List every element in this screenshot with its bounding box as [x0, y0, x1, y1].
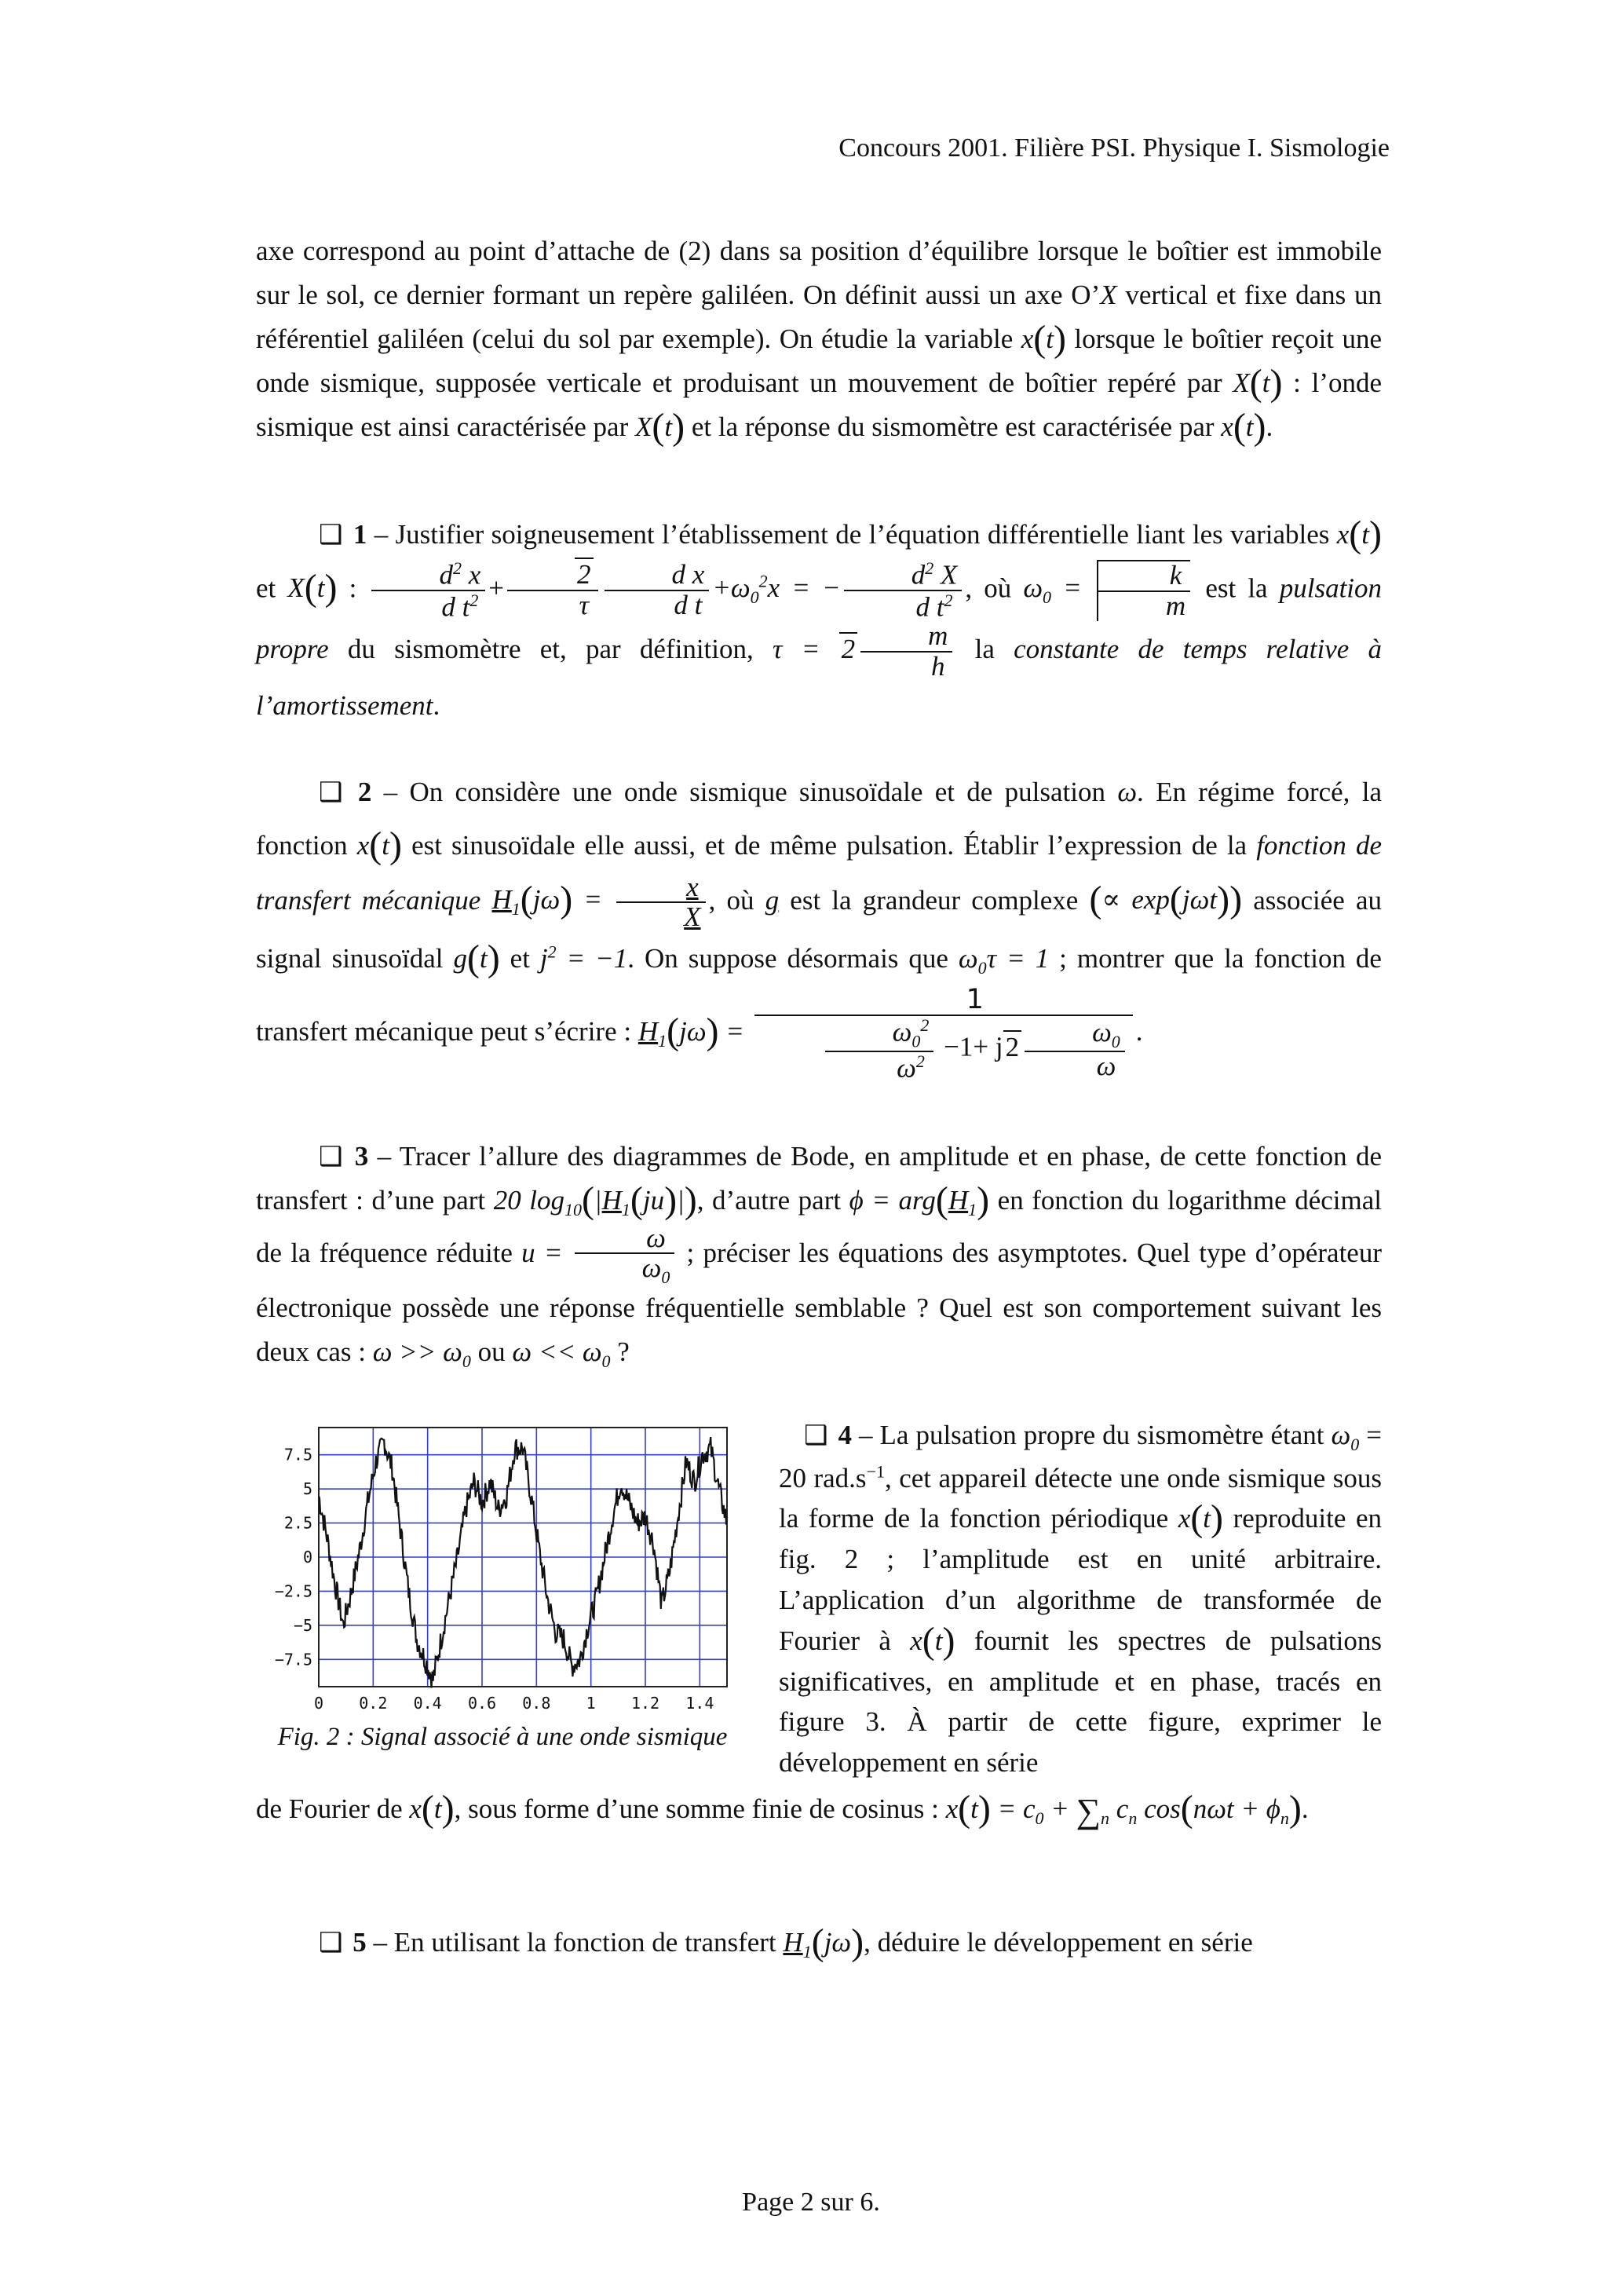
- question-4: ❑ 4 – La pulsation propre du sismomètre étant $\omega_0 = 20$ $rad.s^{-1}$, cet appareil détecte une onde sismique sous la forme de la fonction périodique x(t) reproduite en fig. 2 ; l’amplitude est en unité arbitraire. L’application d’un algorithme de transformée de Fourier à x(t) fournit les spectres de pulsations significatives, en amplitude et en phase, tracés en figure 3. À partir de cette figure, exprimer le développement en série: [779, 1420, 1383, 1779]
- checkbox-icon: ❑: [319, 1929, 343, 1958]
- page-header: Concours 2001. Filière PSI. Physique I. Sismologie: [838, 133, 1390, 163]
- y-tick-label: 5: [302, 1479, 312, 1499]
- y-tick-label: −5: [293, 1615, 312, 1635]
- figure-caption: Fig. 2 : Signal associé à une onde sismique: [277, 1723, 728, 1751]
- question-5: ❑ 5 – En utilisant la fonction de transfert $H_1(j\omega)$, déduire le développement en série: [319, 1921, 1253, 1963]
- x-tick-label: 0.8: [522, 1694, 551, 1713]
- checkbox-icon: ❑: [319, 521, 343, 550]
- question-1: ❑ 1 – Justifier soigneusement l’établissement de l’équation différentielle liant les variables x(t) et X(t) : $\frac{d^2 x}{d t^2}$ + $\frac{2}{\tau}$ $\frac{\text{d x}}{\text{d t}}$ $+\omega_0^2x$ = − $\frac{d^2 X}{d t^2}$ , où $\omega_0$ = $\frac{k}{m}$ est la pulsation propre du sismomètre et, par définition, τ = 2 $\frac{m}{h}$ la constante de temps relative à l’amortissement.: [256, 514, 1383, 721]
- figure-2: [264, 1420, 743, 1725]
- checkbox-icon: ❑: [804, 1421, 828, 1450]
- question-4-continued: de Fourier de x(t), sous forme d’une somme finie de cosinus : $x(t) = c_0 + \sum_n$ $c_n$ $\cos(n\omega t + \phi_n)$.: [256, 1788, 1309, 1830]
- y-tick-label: 7.5: [283, 1445, 312, 1464]
- signal-chart: [264, 1420, 735, 1718]
- x-tick-label: 1.2: [630, 1694, 660, 1713]
- x-tick-label: 0.4: [413, 1694, 442, 1713]
- x-tick-label: 1.4: [685, 1694, 714, 1713]
- intro-text: axe correspond au point d’attache de (2) dans sa position d’équilibre lorsque le boîtier est immobile sur le sol, ce dernier formant un repère galiléen. On définit aussi un axe O’X vertical et fixe dans un référentiel galiléen (celui du sol par exemple). On étudie la variable x(t) lorsque le boîtier reçoit une onde sismique, supposée verticale et produisant un mouvement de boîtier repéré par X(t) : l’onde sismique est ainsi caractérisée par X(t) et la réponse du sismomètre est caractérisée par x(t).: [256, 236, 1383, 448]
- x-tick-label: 1: [586, 1694, 596, 1713]
- intro-paragraph: [256, 229, 1382, 449]
- checkbox-icon: ❑: [319, 778, 343, 807]
- question-3: ❑ 3 – Tracer l’allure des diagrammes de Bode, en amplitude et en phase, de cette fonction de transfert : d’une part 20 $\log_{10}(|H_1(ju)|)$, d’autre part $\phi = arg(H_1)$ en fonction du logarithme décimal de la fréquence réduite u = $\frac{\omega}{\omega_0}$ ; préciser les équations des asymptotes. Quel type d’opérateur électronique possède une réponse fréquentielle semblable ? Quel est son comportement suivant les deux cas : $\omega >> \omega_0$ ou $\omega << \omega_0$ ?: [256, 1141, 1383, 1372]
- y-tick-label: −2.5: [274, 1581, 312, 1601]
- y-tick-label: 0: [302, 1548, 312, 1567]
- page-footer: Page 2 sur 6.: [742, 2188, 880, 2217]
- checkbox-icon: ❑: [319, 1143, 343, 1172]
- y-tick-label: 2.5: [283, 1513, 312, 1533]
- chart-background: [264, 1420, 735, 1718]
- x-tick-label: 0: [313, 1694, 324, 1713]
- x-tick-label: 0.2: [359, 1694, 388, 1713]
- y-tick-label: −7.5: [274, 1650, 312, 1669]
- question-2: ❑ 2 – On considère une onde sismique sinusoïdale et de pulsation ω. En régime forcé, la fonction x(t) est sinusoïdale elle aussi, et de même pulsation. Établir l’expression de la fonction de transfert mécanique $H_1(j\omega)$ = $\frac{x}{X}$ , où g est la grandeur complexe (∝ exp(jωt)) associée au signal sinusoïdal g(t) et $j^2 = -1$. On suppose désormais que $\omega_0\tau = 1$ ; montrer que la fonction de transfert mécanique peut s’écrire : $H_1(j\omega)$ = 1 $\frac{\omega_0^2}{\omega^2}$ −1+ j2 $\frac{\omega_0}{\omega}$ .: [256, 777, 1383, 1084]
- x-tick-label: 0.6: [467, 1694, 497, 1713]
